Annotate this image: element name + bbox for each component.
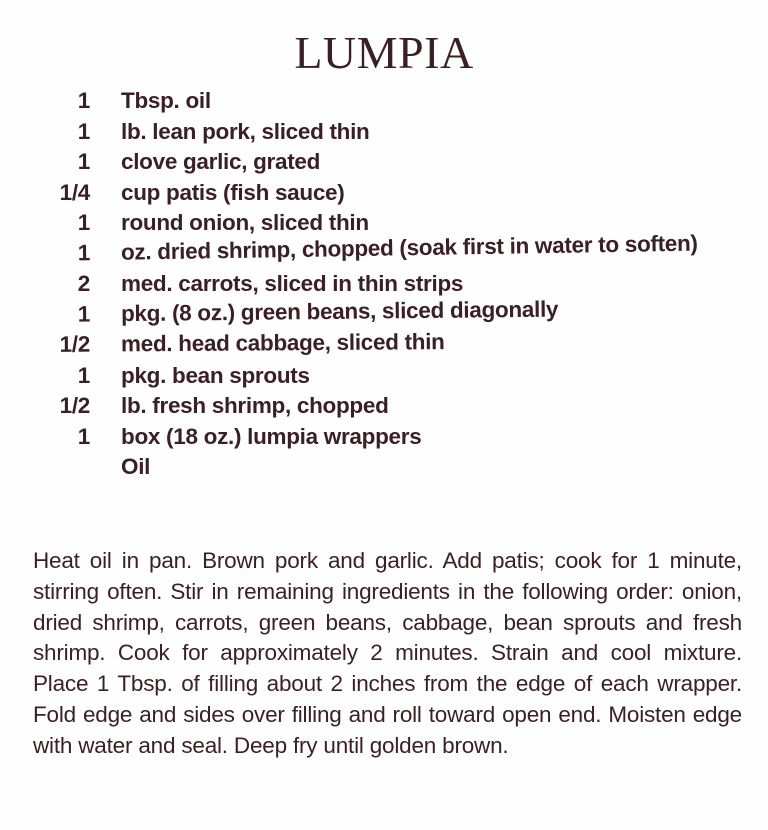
recipe-instructions: Heat oil in pan. Brown pork and garlic. Add patis; cook for 1 minute, stirring often. Stir in remaining ingredients in the following order: onion, dried shrimp, carrots, green beans, cabbage, bean sprouts and fresh shrimp. Cook for approximately 2 minutes. Strain and cool mixture. Place 1 Tbsp. of filling about 2 inches from the edge of each wrapper. Fold edge and sides over filling and roll toward open end. Moisten edge with water and seal. Deep fry until golden brown.	[33, 548, 742, 758]
ingredient-description: cup patis (fish sauce)	[121, 179, 345, 205]
ingredient-quantity: 1	[77, 239, 91, 265]
ingredient-description: med. head cabbage, sliced thin	[120, 329, 445, 357]
ingredient-description: lb. fresh shrimp, chopped	[121, 393, 389, 418]
ingredient-quantity: 1	[77, 88, 90, 113]
ingredient-description: box (18 oz.) lumpia wrappers	[121, 423, 422, 449]
ingredient-description: pkg. bean sprouts	[121, 362, 310, 388]
ingredient-row	[40, 147, 740, 178]
ingredient-row	[40, 178, 740, 209]
ingredient-quantity: 1	[77, 118, 90, 144]
ingredient-description: Oil	[121, 454, 151, 479]
ingredient-row	[40, 361, 740, 392]
ingredient-quantity: 1	[77, 300, 91, 327]
ingredient-description: Tbsp. oil	[121, 88, 211, 113]
ingredient-row	[40, 422, 740, 453]
ingredient-quantity: 1	[77, 210, 90, 235]
ingredient-row	[40, 325, 740, 360]
ingredient-description: clove garlic, grated	[121, 149, 321, 174]
ingredient-description: med. carrots, sliced in thin strips	[121, 271, 464, 296]
ingredient-list	[40, 86, 740, 483]
ingredient-quantity: 1	[77, 362, 90, 388]
ingredient-quantity: 1/2	[59, 393, 90, 418]
ingredient-description: oz. dried shrimp, chopped (soak first in water to soften)	[120, 230, 698, 265]
recipe-title: LUMPIA	[294, 27, 474, 78]
ingredient-description: round onion, sliced thin	[121, 210, 369, 235]
ingredient-quantity: 1	[77, 149, 90, 174]
ingredient-quantity: 1	[77, 423, 90, 449]
ingredient-description: pkg. (8 oz.) green beans, sliced diagonally	[120, 296, 559, 326]
ingredient-row	[40, 452, 740, 483]
ingredient-row	[40, 117, 740, 148]
ingredient-row	[40, 86, 740, 117]
ingredient-quantity: 2	[77, 271, 90, 296]
ingredient-quantity: 1/2	[59, 331, 91, 357]
ingredient-description: lb. lean pork, sliced thin	[121, 118, 370, 144]
ingredient-row	[40, 391, 740, 422]
ingredient-quantity: 1/4	[59, 179, 90, 205]
